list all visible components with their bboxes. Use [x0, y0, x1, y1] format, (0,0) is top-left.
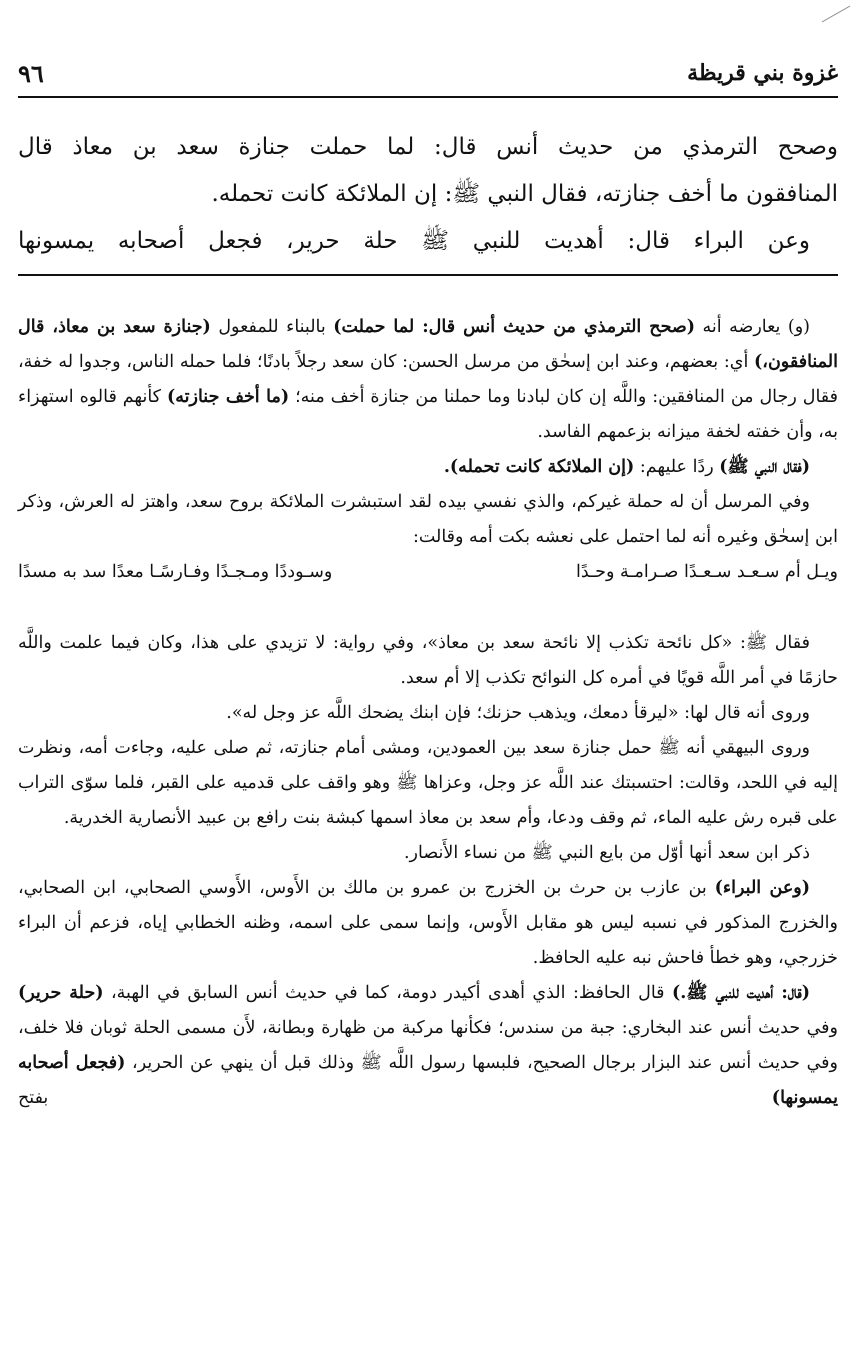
commentary-paragraph	[18, 310, 838, 450]
commentary-text-run: بالبناء للمفعول	[210, 317, 334, 337]
commentary-paragraph: ذكر ابن سعد أنها أوّل من بايع النبي ﷺ من نساء الأَنصار.	[403, 843, 810, 863]
section-divider	[18, 274, 838, 276]
page-corner-mark	[820, 4, 852, 24]
commentary-paragraph: وروى أنه قال لها: «ليرقأ دمعك، ويذهب حزنك؛ فإن ابنك يضحك اللَّه عز وجل له».	[226, 703, 810, 723]
main-text-line: وعن البراء قال: أهديت للنبي ﷺ حلة حرير، فجعل أصحابه يمسونها	[18, 228, 810, 254]
poem-hemistich-first: ويـل أم سـعـد سـعـدًا صـرامـة وحـدًا	[576, 562, 838, 582]
commentary-text-run: أي: بعضهم، وعند ابن إسحٰق من مرسل الحسن: كان سعد رجلاً بادنًا؛ فلما حمله الناس، وجدوا له خفة، فقال رجال من المنافقين: واللَّه إن كان لبادنا وما حملنا من جنازة أخف منه؛	[18, 352, 838, 407]
commentary-paragraph	[18, 450, 838, 485]
quoted-phrase: (فقال النبي ﷺ)	[719, 457, 810, 477]
quoted-phrase: (صحح الترمذي من حديث أنس قال: لما حملت)	[333, 317, 696, 337]
commentary-paragraph: وفي المرسل أن له حملة غيركم، والذي نفسي بيده لقد استبشرت الملائكة بروح سعد، واهتز له العرش، وذكر ابن إسحٰق وغيره أنه لما احتمل على نعشه بكت أمه وقالت:	[18, 492, 838, 547]
main-text-line: المنافقون ما أخف جنازته، فقال النبي ﷺ: إن الملائكة كانت تحمله.	[211, 181, 838, 207]
poem-hemistich-second: وسـوددًا ومـجـدًا وفـارسًـا معدًا سد به مسدًا	[18, 562, 333, 582]
commentary-text-run: وفي حديث أنس عند البخاري: جبة من سندس؛ فكأنها مركبة من ظهارة وبطانة، لأَن مسمى الحلة ثوبان فلا خلف، وفي حديث أنس عند البزار برجال الصحيح، فلبسها رسول اللَّه ﷺ وذلك قبل أن ينهي عن الحرير،	[18, 1018, 838, 1073]
commentary-text	[18, 310, 838, 1116]
commentary-text-run: ردًا عليهم:	[634, 457, 720, 477]
commentary-paragraph: فقال ﷺ: «كل نائحة تكذب إلا نائحة سعد بن معاذ»، وفي رواية: لا تزيدي على هذا، وكان فيما علمت واللَّه حازمًا في أمر اللَّه قويًا في أمره كل النوائح تكذب إلا أم سعد.	[18, 633, 838, 688]
commentary-paragraph	[18, 976, 838, 1116]
quoted-phrase: (وعن البراء)	[714, 878, 811, 898]
commentary-paragraph	[18, 871, 838, 976]
quoted-phrase: (قال: أهديت للنبي ﷺ.)	[672, 983, 810, 1003]
poem-verse	[18, 555, 838, 590]
paragraph-gap	[18, 590, 838, 626]
commentary-text-run: كأنهم قالوه استهزاء به، وأن خفته لخفة ميزانه بزعمهم الفاسد.	[18, 387, 838, 442]
quoted-phrase: (جنازة سعد بن معاذ، قال المنافقون،)	[18, 317, 838, 372]
quoted-phrase: (حلة حرير)	[18, 983, 104, 1003]
page-number: ٩٦	[18, 58, 44, 88]
quoted-phrase: (إن الملائكة كانت تحمله).	[443, 457, 635, 477]
commentary-text-run: (و) يعارضه أنه	[695, 317, 810, 337]
commentary-paragraph: وروى البيهقي أنه ﷺ حمل جنازة سعد بين العمودين، ومشى أمام جنازته، ثم صلى عليه، وجاءت أمه، ونظرت إليه في اللحد، وقالت: احتسبتك عند اللَّه عز وجل، وعزاها ﷺ وهو واقف على قدميه على القبر، فلما سوّى التراب على قبره رش عليه الماء، ثم وقف ودعا، وأم سعد بن معاذ اسمها كبشة بنت رافع بن عبيد الأنصارية الخدرية.	[18, 738, 838, 828]
quoted-phrase: (ما أخف جنازته)	[166, 387, 290, 407]
page-header	[18, 50, 838, 98]
commentary-text-run: بن عازب بن حرث بن الخزرج بن عمرو بن مالك بن الأَوس، الأَوسي الصحابي، ابن الصحابي، والخزرج المذكور في نسبه ليس هو مقابل الأَوس، وإنما سمى على اسمه، وظنه الخطابي إياه، فزعم أن البراء خزرجي، وهو خطأ فاحش نبه عليه الحافظ.	[18, 878, 838, 968]
commentary-text-run: قال الحافظ: الذي أهدى أكيدر دومة، كما في حديث أنس السابق في الهبة،	[103, 983, 673, 1003]
main-text-line: وصحح الترمذي من حديث أنس قال: لما حملت جنازة سعد بن معاذ قال	[18, 134, 838, 160]
quoted-phrase: (فجعل أصحابه يمسونها)	[18, 1053, 838, 1108]
running-title: غزوة بني قريظة	[687, 60, 838, 86]
commentary-text-run: بفتح	[18, 1088, 772, 1108]
main-text	[18, 124, 838, 265]
